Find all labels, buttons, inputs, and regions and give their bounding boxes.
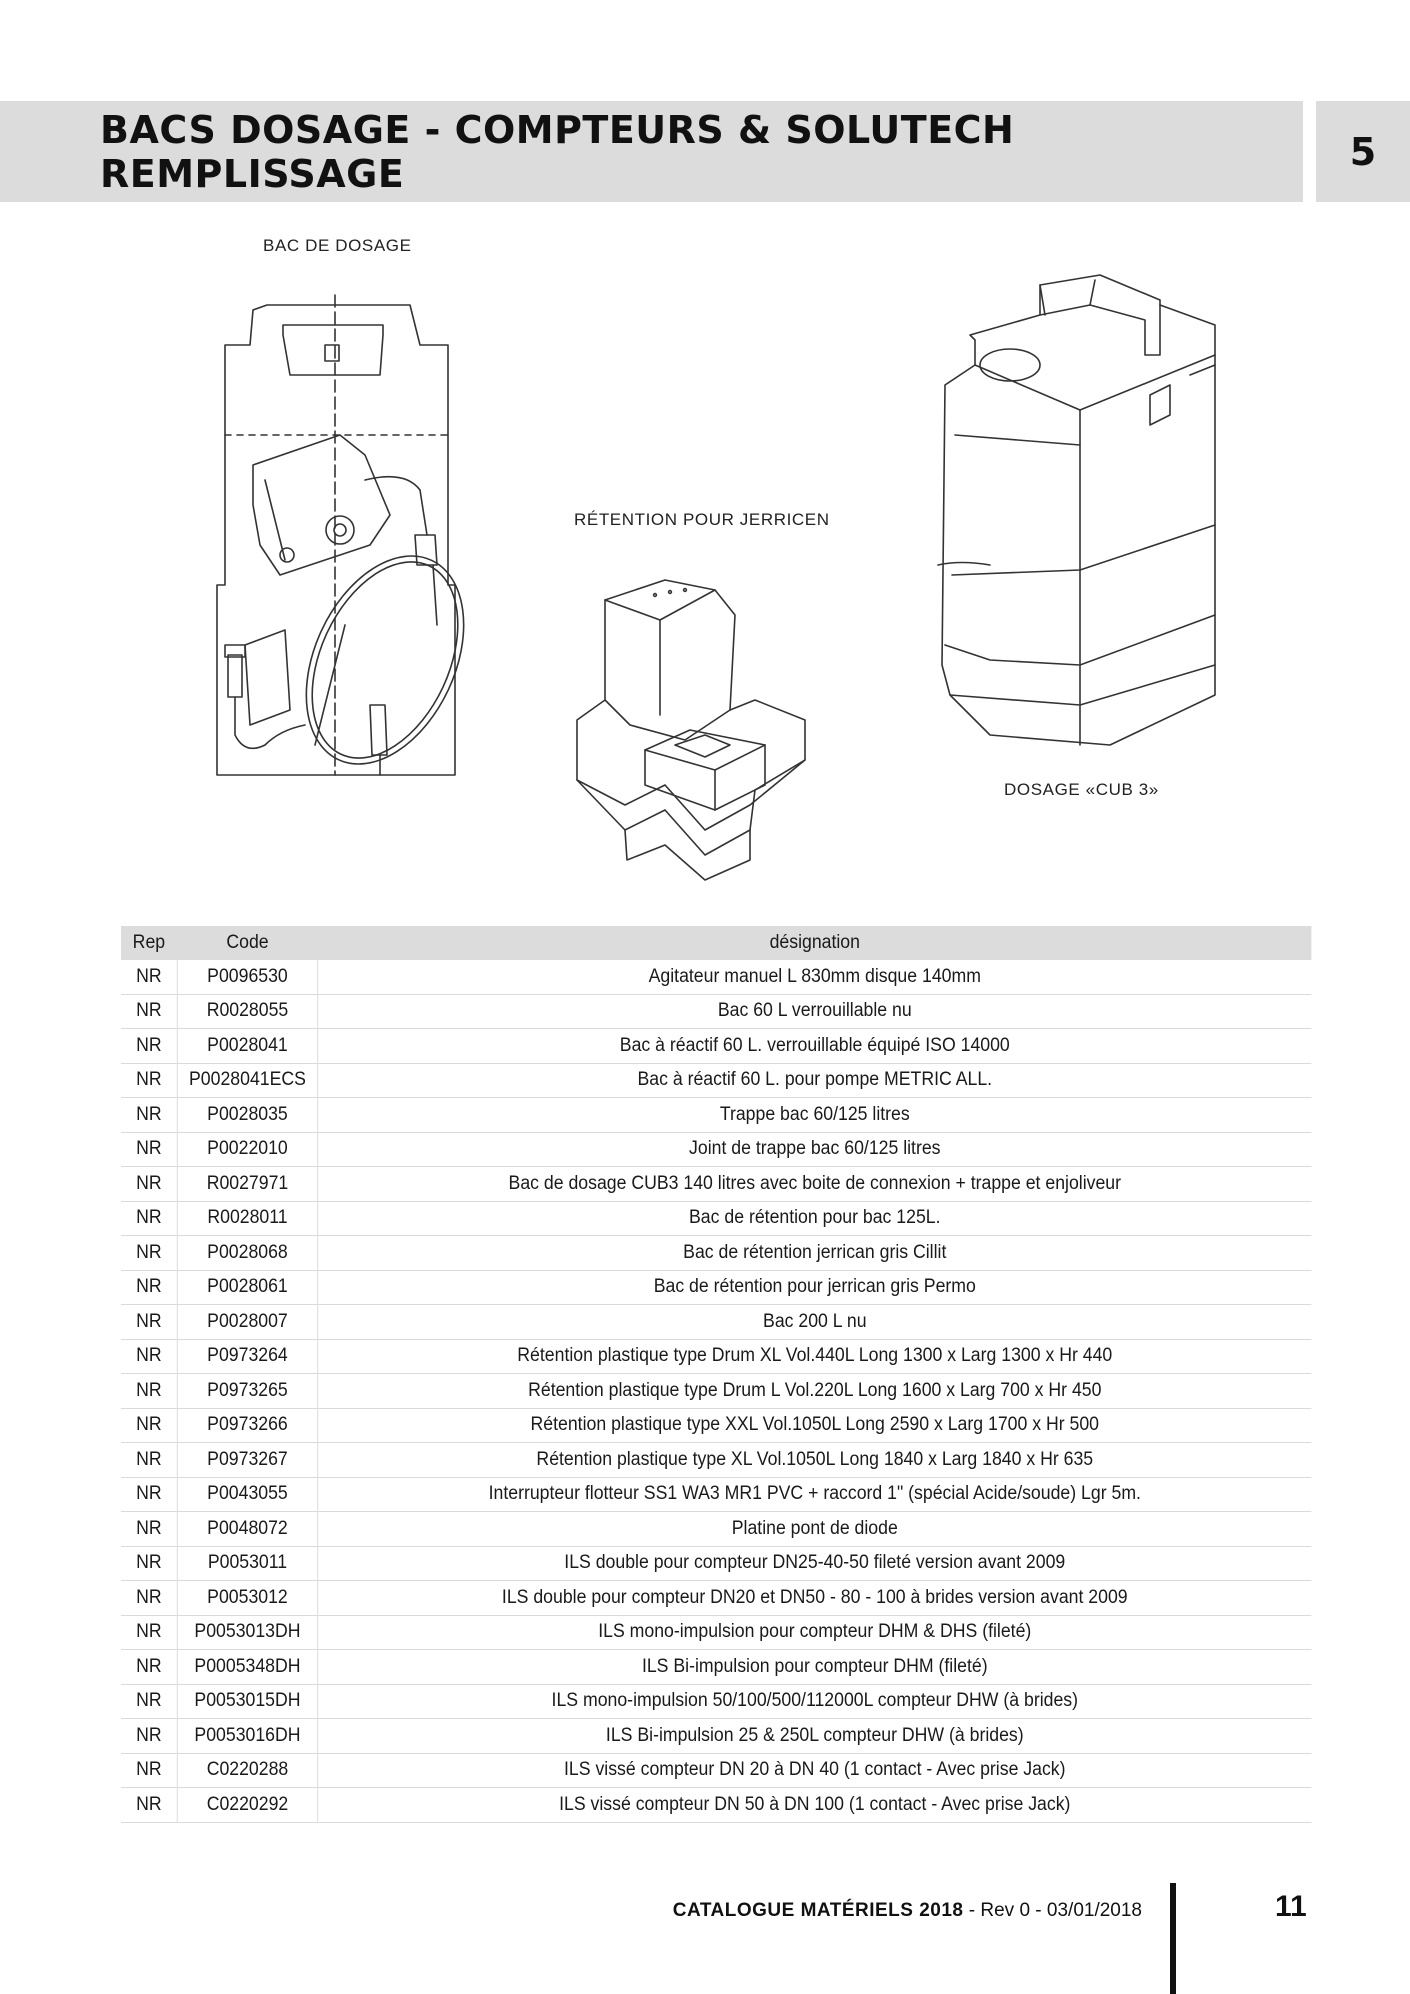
cell-rep: NR	[121, 1477, 177, 1512]
cell-designation: ILS mono-impulsion pour compteur DHM & DHS (fileté)	[318, 1615, 1312, 1650]
cell-code: P0028041ECS	[177, 1063, 317, 1098]
cell-code: P0973267	[177, 1443, 317, 1478]
cell-code: P0043055	[177, 1477, 317, 1512]
header-band	[0, 101, 1303, 202]
table-row	[121, 1546, 1311, 1581]
table-row	[121, 1132, 1311, 1167]
table-row	[121, 1615, 1311, 1650]
cell-code: P0973264	[177, 1339, 317, 1374]
table-row	[121, 1339, 1311, 1374]
cell-designation: Bac 200 L nu	[318, 1305, 1312, 1340]
bac-dosage-drawing	[205, 285, 470, 785]
cell-rep: NR	[121, 1270, 177, 1305]
table-row	[121, 1719, 1311, 1754]
cell-designation: Bac de rétention jerrican gris Cillit	[318, 1236, 1312, 1271]
table-body	[121, 960, 1311, 1822]
table-row	[121, 1374, 1311, 1409]
parts-table	[121, 926, 1311, 1823]
table-row	[121, 1167, 1311, 1202]
cell-code: C0220288	[177, 1753, 317, 1788]
cell-rep: NR	[121, 994, 177, 1029]
cell-designation: Trappe bac 60/125 litres	[318, 1098, 1312, 1133]
table-row	[121, 1236, 1311, 1271]
cell-code: P0028035	[177, 1098, 317, 1133]
cell-designation: Bac de rétention pour jerrican gris Permo	[318, 1270, 1312, 1305]
page-number: 11	[1275, 1890, 1307, 1923]
table-row	[121, 1029, 1311, 1064]
cell-rep: NR	[121, 960, 177, 994]
cell-designation: Bac de rétention pour bac 125L.	[318, 1201, 1312, 1236]
cell-rep: NR	[121, 1615, 177, 1650]
cell-code: P0028007	[177, 1305, 317, 1340]
cell-designation: ILS Bi-impulsion 25 & 250L compteur DHW (à brides)	[318, 1719, 1312, 1754]
cell-rep: NR	[121, 1684, 177, 1719]
cell-rep: NR	[121, 1167, 177, 1202]
cell-designation: Bac 60 L verrouillable nu	[318, 994, 1312, 1029]
footer-revision: - Rev 0 - 03/01/2018	[968, 1900, 1142, 1921]
cell-code: P0005348DH	[177, 1650, 317, 1685]
table-row	[121, 1408, 1311, 1443]
table-row	[121, 1788, 1311, 1823]
cell-rep: NR	[121, 1753, 177, 1788]
cell-code: P0022010	[177, 1132, 317, 1167]
cub3-drawing	[930, 265, 1220, 765]
footer-catalogue-title: CATALOGUE MATÉRIELS 2018	[672, 1900, 964, 1921]
cell-designation: Rétention plastique type Drum L Vol.220L Long 1600 x Larg 700 x Hr 450	[318, 1374, 1312, 1409]
caption-retention: RÉTENTION POUR JERRICEN	[574, 510, 830, 529]
table-row	[121, 1650, 1311, 1685]
cell-designation: ILS double pour compteur DN25-40-50 fileté version avant 2009	[318, 1546, 1312, 1581]
cell-designation: Agitateur manuel L 830mm disque 140mm	[318, 960, 1312, 994]
footer-catalogue	[673, 1900, 1142, 1922]
table-row	[121, 1684, 1311, 1719]
table-row	[121, 1477, 1311, 1512]
cell-designation: Rétention plastique type XL Vol.1050L Long 1840 x Larg 1840 x Hr 635	[318, 1443, 1312, 1478]
cell-rep: NR	[121, 1443, 177, 1478]
cell-rep: NR	[121, 1788, 177, 1823]
table-row	[121, 1443, 1311, 1478]
cell-code: P0053015DH	[177, 1684, 317, 1719]
cell-designation: Joint de trappe bac 60/125 litres	[318, 1132, 1312, 1167]
cell-code: P0053013DH	[177, 1615, 317, 1650]
cell-designation: Bac de dosage CUB3 140 litres avec boite de connexion + trappe et enjoliveur	[318, 1167, 1312, 1202]
table-row	[121, 1098, 1311, 1133]
col-header-rep: Rep	[121, 926, 177, 960]
cell-rep: NR	[121, 1201, 177, 1236]
col-header-designation: désignation	[318, 926, 1312, 960]
cell-designation: Platine pont de diode	[318, 1512, 1312, 1547]
cell-designation: Rétention plastique type XXL Vol.1050L Long 2590 x Larg 1700 x Hr 500	[318, 1408, 1312, 1443]
cell-code: P0053012	[177, 1581, 317, 1616]
cell-code: P0028068	[177, 1236, 317, 1271]
col-header-code: Code	[177, 926, 317, 960]
table-row	[121, 994, 1311, 1029]
cell-designation: Bac à réactif 60 L. verrouillable équipé ISO 14000	[318, 1029, 1312, 1064]
cell-code: P0028041	[177, 1029, 317, 1064]
page-title: BACS DOSAGE - COMPTEURS & SOLUTECH REMPLISSAGE	[100, 107, 1015, 196]
caption-bac-dosage: BAC DE DOSAGE	[263, 236, 412, 255]
retention-jerrican-drawing	[565, 560, 825, 890]
cell-rep: NR	[121, 1098, 177, 1133]
cell-rep: NR	[121, 1581, 177, 1616]
cell-code: P0973265	[177, 1374, 317, 1409]
cell-rep: NR	[121, 1305, 177, 1340]
cell-code: C0220292	[177, 1788, 317, 1823]
cell-designation: ILS vissé compteur DN 20 à DN 40 (1 contact - Avec prise Jack)	[318, 1753, 1312, 1788]
cell-designation: Rétention plastique type Drum XL Vol.440L Long 1300 x Larg 1300 x Hr 440	[318, 1339, 1312, 1374]
table-row	[121, 1270, 1311, 1305]
cell-rep: NR	[121, 1512, 177, 1547]
caption-cub3: DOSAGE «CUB 3»	[1004, 780, 1159, 799]
cell-code: P0053011	[177, 1546, 317, 1581]
table-row	[121, 1201, 1311, 1236]
cell-rep: NR	[121, 1029, 177, 1064]
cell-rep: NR	[121, 1236, 177, 1271]
cell-rep: NR	[121, 1339, 177, 1374]
table-row	[121, 960, 1311, 994]
cell-designation: Bac à réactif 60 L. pour pompe METRIC ALL.	[318, 1063, 1312, 1098]
footer-divider	[1170, 1883, 1176, 1994]
cell-rep: NR	[121, 1546, 177, 1581]
table-header-row	[121, 926, 1311, 960]
cell-designation: ILS vissé compteur DN 50 à DN 100 (1 contact - Avec prise Jack)	[318, 1788, 1312, 1823]
cell-code: P0048072	[177, 1512, 317, 1547]
cell-code: P0973266	[177, 1408, 317, 1443]
chapter-number: 5	[1316, 101, 1410, 202]
cell-rep: NR	[121, 1063, 177, 1098]
cell-designation: ILS Bi-impulsion pour compteur DHM (fileté)	[318, 1650, 1312, 1685]
table-row	[121, 1753, 1311, 1788]
cell-rep: NR	[121, 1374, 177, 1409]
cell-code: P0028061	[177, 1270, 317, 1305]
table-row	[121, 1305, 1311, 1340]
cell-code: R0028011	[177, 1201, 317, 1236]
cell-rep: NR	[121, 1650, 177, 1685]
cell-code: R0028055	[177, 994, 317, 1029]
cell-code: P0053016DH	[177, 1719, 317, 1754]
cell-rep: NR	[121, 1132, 177, 1167]
table-row	[121, 1063, 1311, 1098]
cell-rep: NR	[121, 1719, 177, 1754]
cell-rep: NR	[121, 1408, 177, 1443]
cell-code: P0096530	[177, 960, 317, 994]
table-row	[121, 1581, 1311, 1616]
cell-designation: Interrupteur flotteur SS1 WA3 MR1 PVC + raccord 1" (spécial Acide/soude) Lgr 5m.	[318, 1477, 1312, 1512]
cell-code: R0027971	[177, 1167, 317, 1202]
cell-designation: ILS mono-impulsion 50/100/500/112000L compteur DHW (à brides)	[318, 1684, 1312, 1719]
cell-designation: ILS double pour compteur DN20 et DN50 - 80 - 100 à brides version avant 2009	[318, 1581, 1312, 1616]
table-row	[121, 1512, 1311, 1547]
